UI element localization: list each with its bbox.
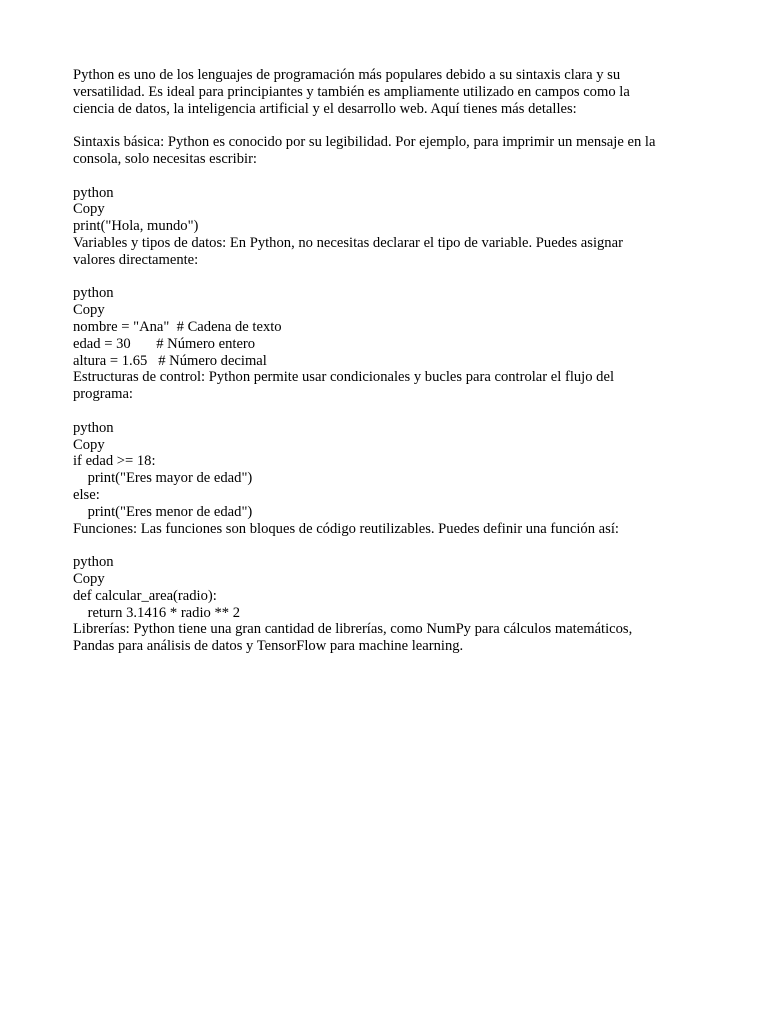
paragraph-gap xyxy=(73,117,703,134)
code-line: edad = 30 # Número entero xyxy=(73,335,256,352)
code-language-label: python xyxy=(73,184,114,201)
paragraph-gap xyxy=(73,269,703,286)
paragraph-control-example xyxy=(73,420,703,538)
copy-label[interactable]: Copy xyxy=(73,201,105,218)
code-language-label: python xyxy=(73,554,114,571)
code-language-label: python xyxy=(73,419,114,436)
document-body xyxy=(73,67,703,655)
paragraph-gap xyxy=(73,537,703,554)
text-line: Librerías: Python tiene una gran cantidad de librerías, como NumPy para cálculos matemáticos, xyxy=(73,621,633,638)
text-line: Sintaxis básica: Python es conocido por su legibilidad. Por ejemplo, para imprimir un mensaje en la xyxy=(73,134,656,151)
copy-label[interactable]: Copy xyxy=(73,302,105,319)
paragraph-gap xyxy=(73,168,703,185)
text-line: programa: xyxy=(73,386,133,403)
paragraph-gap xyxy=(73,403,703,420)
text-line: Variables y tipos de datos: En Python, no necesitas declarar el tipo de variable. Puedes asignar xyxy=(73,234,623,251)
code-line: altura = 1.65 # Número decimal xyxy=(73,352,267,369)
code-line: if edad >= 18: xyxy=(73,453,156,470)
text-line: ciencia de datos, la inteligencia artificial y el desarrollo web. Aquí tienes más detalles: xyxy=(73,100,577,117)
code-language-label: python xyxy=(73,285,114,302)
paragraph-variables-example xyxy=(73,285,703,403)
paragraph-syntax xyxy=(73,134,703,168)
paragraph-print-example xyxy=(73,185,703,269)
code-line: print("Eres menor de edad") xyxy=(73,503,253,520)
copy-label[interactable]: Copy xyxy=(73,570,105,587)
code-line: def calcular_area(radio): xyxy=(73,587,217,604)
text-line: Pandas para análisis de datos y TensorFlow para machine learning. xyxy=(73,638,464,655)
text-line: Python es uno de los lenguajes de programación más populares debido a su sintaxis clara y su xyxy=(73,67,621,83)
code-line: return 3.1416 * radio ** 2 xyxy=(73,604,240,621)
text-line: consola, solo necesitas escribir: xyxy=(73,150,257,167)
paragraph-function-example xyxy=(73,554,703,655)
code-line: print("Eres mayor de edad") xyxy=(73,470,253,487)
copy-label[interactable]: Copy xyxy=(73,436,105,453)
text-line: valores directamente: xyxy=(73,251,199,268)
text-line: Estructuras de control: Python permite usar condicionales y bucles para controlar el flujo del xyxy=(73,369,615,386)
text-line: Funciones: Las funciones son bloques de código reutilizables. Puedes definir una función así: xyxy=(73,520,619,537)
code-line: nombre = "Ana" # Cadena de texto xyxy=(73,318,282,335)
code-line: else: xyxy=(73,486,100,503)
paragraph-intro xyxy=(73,67,703,117)
text-line: versatilidad. Es ideal para principiantes y también es ampliamente utilizado en campos como la xyxy=(73,83,630,100)
code-line: print("Hola, mundo") xyxy=(73,218,199,235)
